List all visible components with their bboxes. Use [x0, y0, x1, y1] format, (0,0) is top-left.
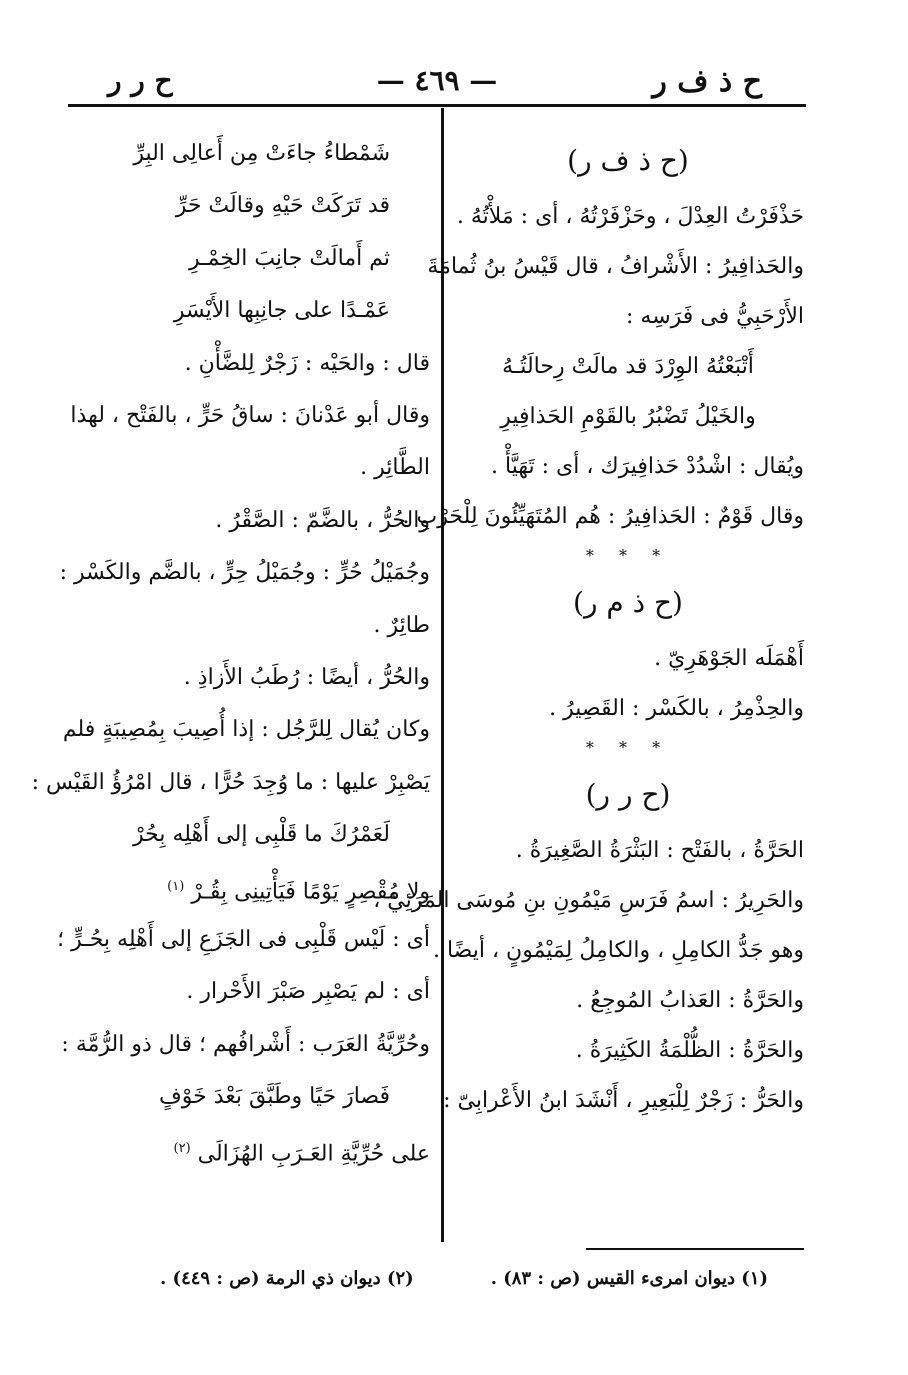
verse-line: أَتْبَعْتُهُ الوِرْدَ قد مالَتْ رِحالَتُـهُ: [502, 354, 754, 379]
verse-line: لَعَمْرُكَ ما قَلْبِى إلى أَهْلِه بِحُرْ: [133, 822, 390, 848]
entry-line: وقال أبو عَدْنانَ : ساقُ حَرٍّ ، بالفَتْح ، لهذا: [70, 402, 430, 428]
section-title-hdhfr: (ح ذ ف ر): [567, 144, 689, 177]
footnote-marker-1: (١): [167, 879, 185, 895]
page-number: — ٤٦٩ —: [376, 64, 498, 97]
entry-line: الطَّائِر .: [360, 455, 430, 481]
verse-line: والخَيْلُ تَضْبُرُ بالقَوْمِ الحَذافِيرِ: [500, 404, 756, 429]
footnotes: [72, 1262, 804, 1302]
section-title-hrr: (ح ر ر): [585, 778, 671, 811]
entry-line: والحُرُّ ، بالضَّمّ : الصَّقْرُ .: [215, 507, 430, 533]
entry-line: والحَرُّ : زَجْرٌ لِلْبَعِيرِ ، أَنْشَدَ ابنُ الأَعْرابِىّ :: [443, 1088, 804, 1113]
entry-line: والحَرِيرُ : اسمُ فَرَسِ مَيْمُونِ بنِ مُوسَى المَرَئِيّ ،: [373, 888, 804, 913]
verse-line: ثم أَمالَتْ جانِبَ الخِمْـرِ: [189, 245, 390, 271]
verse-line-with-footnote: [72, 1123, 430, 1175]
section-separator: * * *: [585, 738, 671, 757]
section-separator: * * *: [585, 546, 671, 565]
footnote-marker-2: (٢): [173, 1141, 191, 1157]
entry-line: حَذْفَرْتُ العِدْلَ ، وحَزْفَرْتُهُ ، أى : مَلأْتُهُ .: [456, 204, 804, 229]
entry-line: طائِرٌ .: [373, 612, 430, 638]
verse-line: فَصارَ حَيًا وطَبَّقَ بَعْدَ خَوْفٍ: [158, 1084, 390, 1110]
footnote-1: (١) ديوان امرىء القيس (ص : ٨٣) .: [490, 1268, 768, 1289]
entry-line: أى : لَيْس قَلْبِى فى الجَزَعِ إلى أَهْلِه بِحُـرٍّ ؛: [57, 926, 430, 952]
header-root-next: ح ر ر: [108, 64, 173, 97]
entry-line: أَهْمَلَه الجَوْهَرِيّ .: [654, 646, 804, 671]
entry-line: وحُرِّيَّةُ العَرَب : أَشْرافُهم ؛ قال ذو الرُّمَّة :: [61, 1031, 430, 1057]
entry-line: الحَرَّةُ ، بالفَتْح : البَثْرَةُ الصَّغِيرَةُ .: [515, 838, 804, 863]
verse-line: شَمْطاءُ جاءَتْ مِن أَعالِى البِرِّ: [133, 141, 390, 166]
header-rule: [68, 104, 806, 107]
entry-line: قال : والحَيْه : زَجْرٌ لِلضَّأْنِ .: [184, 350, 430, 376]
verse-text: على حُرِّيَّةِ العَـرَبِ الهُزَالَى: [197, 1141, 430, 1167]
entry-line: وكان يُقال لِلرَّجُل : إذا أُصِيبَ بِمُصِيبَةٍ فلم: [62, 717, 430, 743]
entry-line: والحَذافِيرُ : الأَشْرافُ ، قال قَيْسُ بنُ ثُمامَةَ: [427, 254, 804, 279]
entry-line: والحَرَّةُ : العَذابُ المُوجِعُ .: [576, 988, 804, 1013]
entry-line: الأَرْحَبِيُّ فى فَرَسِه :: [626, 304, 804, 329]
footnote-rule: [586, 1248, 804, 1250]
header-root-current: ح ذ ف ر: [652, 64, 762, 99]
entry-line: وهو جَدُّ الكامِلِ ، والكامِلُ لِمَيْمُونٍ ، أيضًا .: [432, 938, 804, 963]
page-header: [68, 60, 806, 102]
section-title-hdhmr: (ح ذ م ر): [573, 586, 683, 619]
verse-line: قد تَرَكَتْ حَيْهِ وقالَتْ حَرِّ: [175, 193, 390, 219]
entry-line: يَصْبِرْ عليها : ما وُجِدَ حُرًّا ، قال امْرُؤُ القَيْس :: [31, 769, 430, 795]
entry-line: والحَرَّةُ : الظُّلْمَةُ الكَثِيرَةُ .: [575, 1038, 804, 1063]
left-column: [31, 128, 430, 1176]
entry-line: وقال قَوْمٌ : الحَذافِيرُ : هُم المُتَهَيِّئُونَ لِلْحَرْبِ .: [402, 504, 804, 529]
verse-line: عَمْـدًا على جانِبِها الأَيْسَرِ: [173, 298, 390, 324]
verse-text: ولا مُقْصِرٍ يَوْمًا فَيَأْتِينِى بِقُـرْ: [191, 879, 430, 905]
entry-line: وجُمَيْلُ حُرٍّ : وجُمَيْلُ حِرٍّ ، بالضَّم والكَسْر :: [59, 560, 430, 586]
verse-line-with-footnote: [72, 861, 430, 913]
entry-line: أى : لم يَصْبِر صَبْرَ الأَحْرار .: [186, 979, 430, 1005]
entry-line: والحُرُّ ، أيضًا : رُطَبُ الأَزاذِ .: [183, 664, 430, 690]
entry-line: والحِذْمِرُ ، بالكَسْر : القَصِيرُ .: [549, 696, 804, 721]
entry-line: ويُقال : اشْدُدْ حَذافِيرَك ، أى : تَهَيَّأْ .: [491, 454, 804, 479]
footnote-2: (٢) ديوان ذي الرمة (ص : ٤٤٩) .: [160, 1268, 414, 1289]
